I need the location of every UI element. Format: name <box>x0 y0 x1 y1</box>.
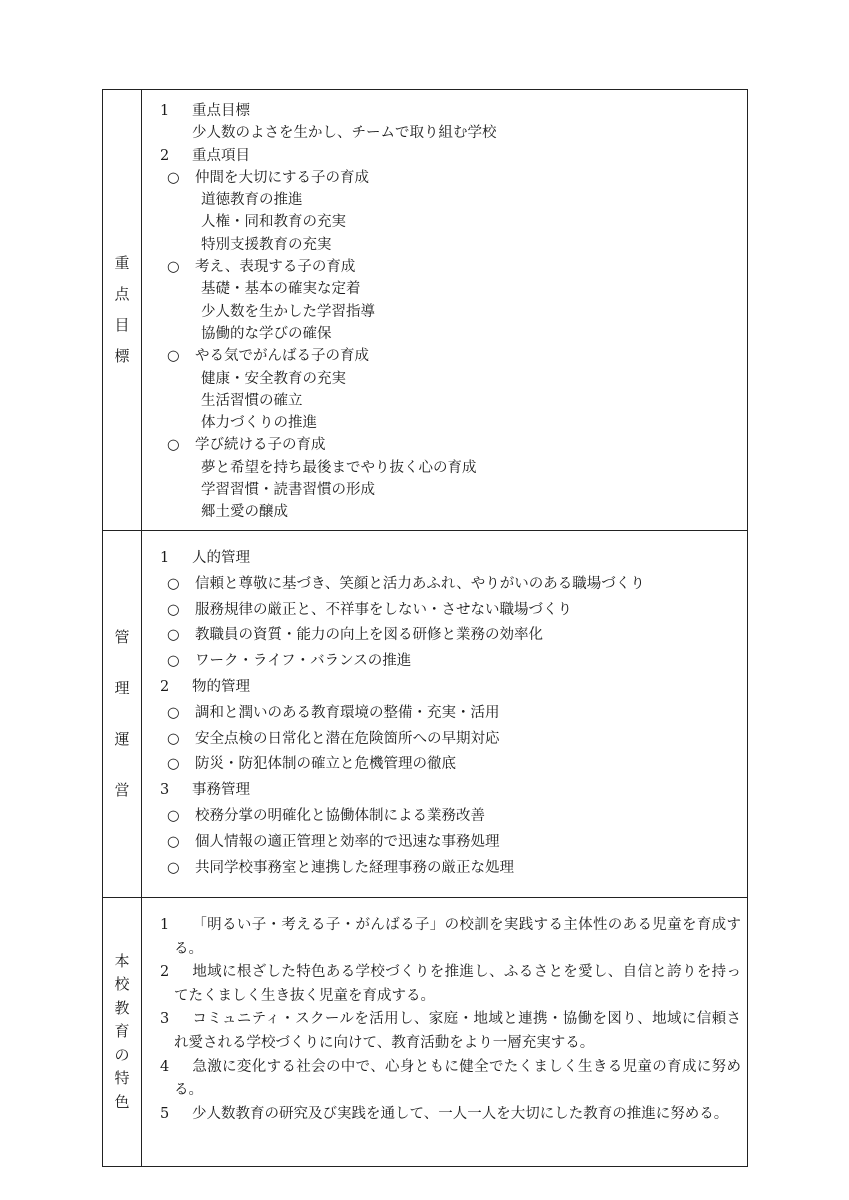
feature-paragraph <box>160 961 741 1008</box>
sub-item: 生活習慣の確立 <box>201 392 303 409</box>
section-title: 重点項目 <box>192 147 250 164</box>
circle-bullet-icon: ○ <box>167 833 180 850</box>
section-title: 事務管理 <box>192 782 250 799</box>
feature-number: 5 <box>160 1105 170 1122</box>
bullet-item <box>160 752 747 778</box>
bullet-text: 信頼と尊敬に基づき、笑顔と活力あふれ、やりがいのある職場づくり <box>195 575 645 592</box>
bullet-text: 服務規律の厳正と、不祥事をしない・させない職場づくり <box>195 601 572 618</box>
bullet-item <box>160 856 747 882</box>
bullet-item <box>160 649 747 675</box>
section-title: 人的管理 <box>192 550 250 566</box>
sub-item: 協働的な学びの確保 <box>201 325 332 342</box>
circle-bullet-icon: ○ <box>167 756 180 773</box>
feature-paragraph <box>160 1103 741 1127</box>
bullet-item <box>160 804 747 830</box>
feature-number: 1 <box>160 917 170 933</box>
bullet-item <box>160 167 747 189</box>
bullet-item <box>160 623 747 649</box>
bullet-item <box>160 345 747 367</box>
sub-item: 体力づくりの推進 <box>201 415 317 432</box>
bullet-text: 共同学校事務室と連携した経理事務の厳正な処理 <box>195 859 514 876</box>
bullet-item <box>160 434 747 456</box>
sub-item: 郷土愛の醸成 <box>201 504 288 521</box>
bullet-item <box>160 256 747 278</box>
bullet-item <box>160 572 747 598</box>
section-heading <box>160 145 747 167</box>
feature-text: 地域に根ざした特色ある学校づくりを推進し、ふるさとを愛し、自信と誇りを持ってたくましく生き抜く児童を育成する。 <box>174 964 741 1004</box>
section-title: 物的管理 <box>192 678 250 695</box>
bullet-text: 校務分掌の明確化と協働体制による業務改善 <box>195 807 485 824</box>
section-heading <box>160 675 747 701</box>
section-number: 2 <box>160 678 170 695</box>
sub-item: 少人数を生かした学習指導 <box>201 303 375 320</box>
bullet-text: ワーク・ライフ・バランスの推進 <box>195 653 412 670</box>
feature-text: 急激に変化する社会の中で、心身ともに健全でたくましく生きる児童の育成に努める。 <box>174 1058 741 1099</box>
row-label: 重点目標 <box>114 254 130 365</box>
school-policy-table <box>102 89 748 1167</box>
bullet-text: やる気でがんばる子の育成 <box>195 348 369 365</box>
feature-paragraph <box>160 914 741 961</box>
section-title: 重点目標 <box>192 103 250 119</box>
circle-bullet-icon: ○ <box>167 575 180 592</box>
row-content <box>142 531 748 898</box>
bullet-text: 学び続ける子の育成 <box>195 437 326 454</box>
circle-bullet-icon: ○ <box>167 627 180 644</box>
section-number: 1 <box>160 550 170 566</box>
bullet-item <box>160 830 747 856</box>
circle-bullet-icon: ○ <box>167 601 180 618</box>
section-number: 1 <box>160 103 170 119</box>
circle-bullet-icon: ○ <box>167 259 180 276</box>
goal-text: 少人数のよさを生かし、チームで取り組む学校 <box>192 125 497 142</box>
row-management <box>103 531 748 898</box>
row-label-cell <box>103 531 142 898</box>
sub-item: 夢と希望を持ち最後までやり抜く心の育成 <box>201 459 477 476</box>
feature-paragraph <box>160 1008 741 1055</box>
feature-number: 4 <box>160 1058 170 1075</box>
bullet-text: 安全点検の日常化と潜在危険箇所への早期対応 <box>195 730 500 747</box>
row-content <box>142 898 748 1167</box>
feature-number: 3 <box>160 1011 170 1028</box>
circle-bullet-icon: ○ <box>167 730 180 747</box>
bullet-text: 個人情報の適正管理と効率的で迅速な事務処理 <box>195 833 500 850</box>
circle-bullet-icon: ○ <box>167 859 180 876</box>
row-label: 管理運営 <box>114 628 130 799</box>
section-number: 3 <box>160 782 170 799</box>
row-label: 本校教育の特色 <box>114 951 130 1111</box>
circle-bullet-icon: ○ <box>167 169 180 186</box>
row-content <box>142 90 748 531</box>
section-heading <box>160 546 747 572</box>
bullet-text: 調和と潤いのある教育環境の整備・充実・活用 <box>195 704 500 721</box>
bullet-item <box>160 727 747 753</box>
sub-item: 道徳教育の推進 <box>201 192 303 209</box>
feature-text: コミュニティ・スクールを活用し、家庭・地域と連携・協働を図り、地域に信頼され愛される学校づくりに向けて、教育活動をより一層充実する。 <box>174 1011 741 1051</box>
feature-text: 少人数教育の研究及び実践を通して、一人一人を大切にした教育の推進に努める。 <box>192 1105 729 1122</box>
bullet-text: 考え、表現する子の育成 <box>195 259 356 276</box>
sub-item: 基礎・基本の確実な定着 <box>201 281 361 298</box>
row-school-features <box>103 898 748 1167</box>
circle-bullet-icon: ○ <box>167 653 180 670</box>
section-heading <box>160 100 747 122</box>
bullet-text: 防災・防犯体制の確立と危機管理の徹底 <box>195 756 456 773</box>
feature-paragraph <box>160 1056 741 1103</box>
feature-number: 2 <box>160 964 170 981</box>
bullet-text: 教職員の資質・能力の向上を図る研修と業務の効率化 <box>195 627 543 644</box>
feature-text: 「明るい子・考える子・がんばる子」の校訓を実践する主体性のある児童を育成する。 <box>174 917 741 957</box>
bullet-item <box>160 598 747 624</box>
row-label-cell <box>103 90 142 531</box>
row-priority-goals <box>103 90 748 531</box>
section-heading <box>160 778 747 804</box>
sub-item: 特別支援教育の充実 <box>201 236 332 253</box>
bullet-item <box>160 701 747 727</box>
circle-bullet-icon: ○ <box>167 704 180 721</box>
circle-bullet-icon: ○ <box>167 348 180 365</box>
circle-bullet-icon: ○ <box>167 807 180 824</box>
row-label-cell <box>103 898 142 1167</box>
sub-item: 学習習慣・読書習慣の形成 <box>201 482 375 499</box>
bullet-text: 仲間を大切にする子の育成 <box>195 169 369 186</box>
sub-item: 健康・安全教育の充実 <box>201 370 346 387</box>
section-number: 2 <box>160 147 170 164</box>
circle-bullet-icon: ○ <box>167 437 180 454</box>
sub-item: 人権・同和教育の充実 <box>201 214 346 231</box>
